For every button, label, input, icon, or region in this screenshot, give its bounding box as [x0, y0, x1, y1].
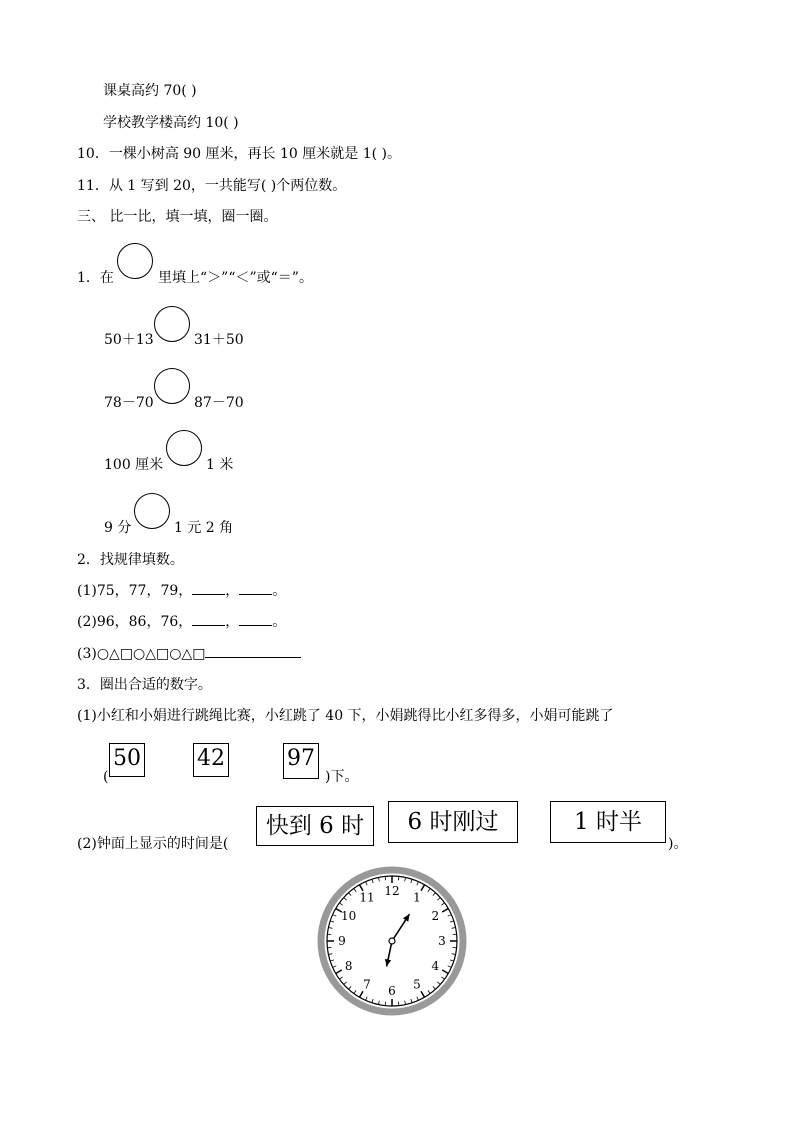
pattern-1-prefix: (1)75，77，79，	[77, 583, 193, 599]
building-height-line: 学校教学楼高约 10( )	[103, 115, 239, 131]
q2-option-half-past-1[interactable]: 1 时半	[550, 801, 666, 843]
compare-intro-suffix: 里填上“＞”“＜”或“＝”。	[158, 270, 313, 286]
clock-number: 3	[438, 934, 446, 948]
clock-number: 7	[363, 977, 371, 992]
pattern-1-sep: ，	[225, 583, 240, 599]
compare-intro-prefix: 1．在	[77, 270, 114, 286]
q1-option-42[interactable]: 42	[193, 743, 229, 777]
example-circle	[117, 243, 153, 279]
pattern-1-end: 。	[272, 583, 287, 599]
clock-number: 5	[413, 977, 421, 992]
pattern-3-blank[interactable]	[205, 657, 301, 658]
q2-option-almost-6[interactable]: 快到 6 时	[256, 806, 374, 846]
compare-circle-1[interactable]	[154, 306, 190, 342]
question-11: 11．从 1 写到 20，一共能写( )个两位数。	[77, 178, 347, 194]
desk-height-line: 课桌高约 70( )	[103, 83, 197, 99]
clock-number: 9	[338, 934, 346, 948]
q2-close: )。	[668, 836, 688, 852]
pattern-line-3	[77, 645, 301, 663]
clock-number: 4	[431, 959, 440, 973]
pattern-2-prefix: (2)96，86，76，	[77, 614, 193, 630]
compare-circle-2[interactable]	[154, 368, 190, 404]
pattern-1-blank-2[interactable]	[239, 594, 272, 595]
circle-question-2-text: (2)钟面上显示的时间是(	[77, 836, 229, 852]
compare-circle-3[interactable]	[166, 430, 202, 466]
pattern-title: 2．找规律填数。	[77, 552, 184, 568]
circle-question-title: 3．圈出合适的数字。	[77, 677, 212, 693]
pattern-line-2	[77, 613, 286, 631]
q1-option-50[interactable]: 50	[109, 743, 145, 777]
q1-close: )下。	[325, 769, 359, 785]
compare-left-1: 50＋13	[104, 332, 154, 348]
pattern-1-blank-1[interactable]	[192, 594, 225, 595]
pattern-line-1	[77, 582, 286, 600]
q1-option-97[interactable]: 97	[283, 743, 319, 779]
clock-number: 11	[359, 890, 375, 905]
compare-right-3: 1 米	[206, 457, 234, 473]
pattern-2-blank-2[interactable]	[239, 625, 272, 626]
clock-number: 8	[344, 959, 353, 973]
pattern-2-blank-1[interactable]	[192, 625, 225, 626]
clock-face	[317, 866, 467, 1016]
compare-left-4: 9 分	[104, 520, 132, 536]
compare-left-3: 100 厘米	[104, 457, 164, 473]
clock-center-pin	[389, 938, 395, 944]
pattern-2-sep: ，	[225, 614, 240, 630]
clock-number: 6	[388, 984, 396, 998]
q2-option-just-past-6[interactable]: 6 时刚过	[388, 801, 518, 843]
compare-left-2: 78－70	[104, 395, 154, 411]
clock-number: 2	[431, 909, 440, 923]
clock-number: 10	[341, 909, 357, 923]
compare-circle-4[interactable]	[134, 493, 170, 529]
compare-right-4: 1 元 2 角	[174, 520, 234, 536]
q1-open-paren: (	[103, 769, 109, 785]
section-3-heading: 三、 比一比，填一填，圈一圈。	[77, 209, 278, 225]
clock-number: 12	[384, 884, 400, 898]
question-10: 10．一棵小树高 90 厘米，再长 10 厘米就是 1( )。	[77, 146, 401, 162]
circle-question-1-text: (1)小红和小娟进行跳绳比赛，小红跳了 40 下，小娟跳得比小红多得多，小娟可能跳了	[77, 708, 614, 724]
pattern-3-prefix: (3)○△□○△□○△□	[77, 646, 206, 662]
compare-right-1: 31＋50	[194, 332, 244, 348]
clock-number: 1	[413, 890, 421, 905]
pattern-2-end: 。	[272, 614, 287, 630]
compare-right-2: 87－70	[194, 395, 244, 411]
